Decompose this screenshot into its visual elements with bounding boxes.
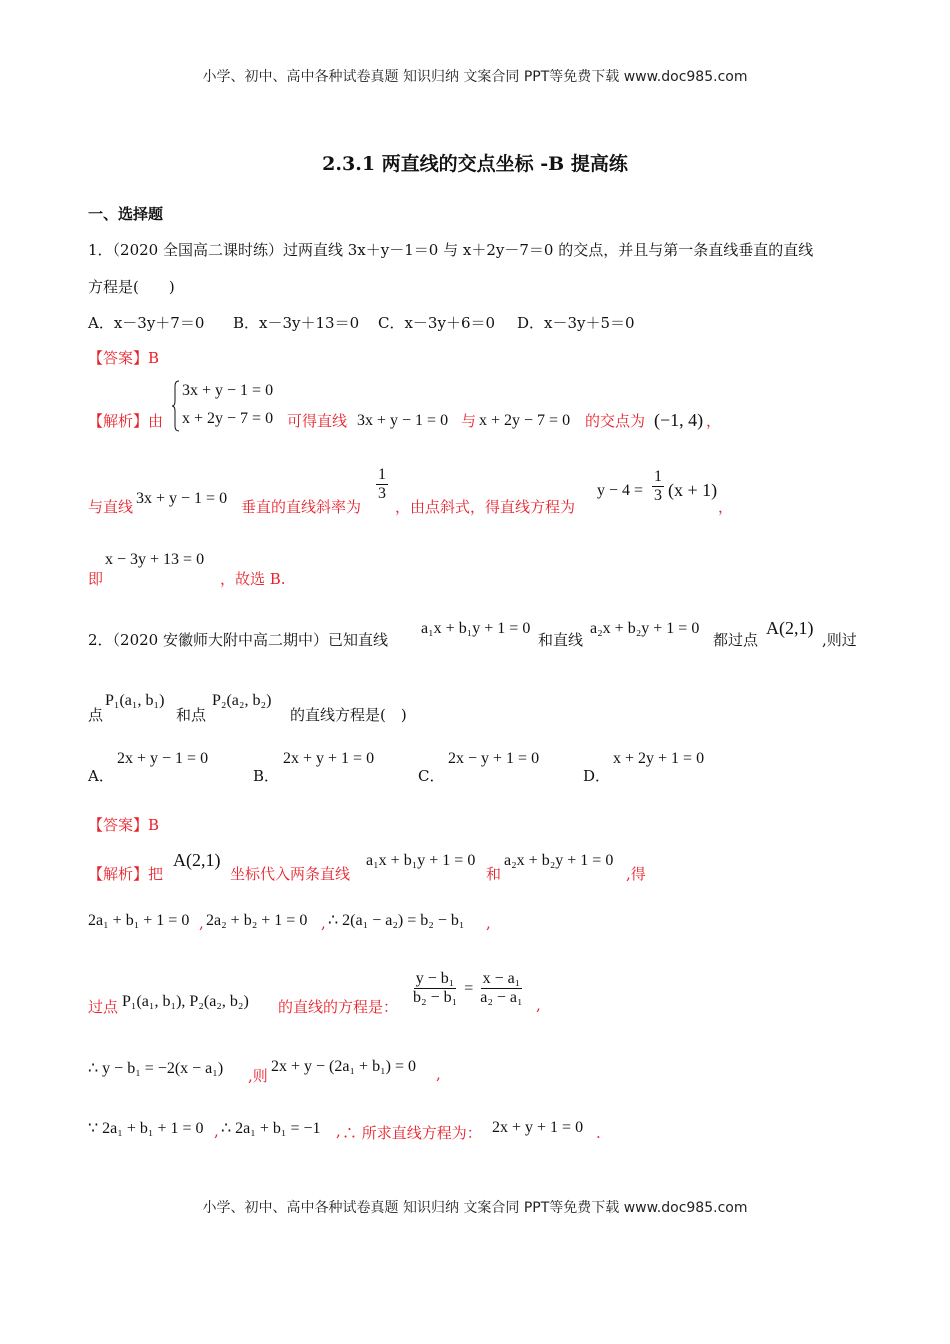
two-point-form: $\frac{\text{y − b₁}}{\text{b₂ − b₁}}$ = $\frac{\text{x − a₁}}{\text{a₂ − a₁}}$: [413, 970, 523, 1006]
q2-analysis-label: 【解析】把: [88, 865, 164, 883]
q1-line2: x + 2y − 7 = 0: [479, 412, 571, 429]
q2-comma-d: ,: [536, 996, 541, 1014]
tpf-right-denominator: a₂ − a₁: [480, 989, 523, 1006]
q1-text-youdian: ，由点斜式，得直线方程为: [395, 498, 576, 516]
ps-denominator: 3: [654, 487, 662, 504]
q2-text-and: 和直线: [538, 631, 584, 649]
q2-option-d: x + 2y + 1 = 0: [613, 750, 705, 767]
page-footer: 小学、初中、高中各种试卷真题 知识归纳 文案合同 PPT等免费下载 www.doc985.com: [202, 1200, 748, 1216]
q2-comma-e: ,: [436, 1065, 441, 1083]
q2-comma-f: ,: [214, 1122, 219, 1140]
q2-option-a: 2x + y − 1 = 0: [117, 750, 209, 767]
q1-line1b: 3x + y − 1 = 0: [136, 490, 228, 507]
q2-text-guodian: 过点: [88, 998, 119, 1016]
slope-fraction: [376, 466, 388, 503]
q1-text-guxuan: ，故选 B.: [220, 570, 286, 588]
q2-answer: 【答案】B: [88, 816, 160, 834]
q1-answer: 【答案】B: [88, 349, 160, 367]
tpf-left-numerator: y − b₁: [415, 970, 455, 987]
q1-line1: 3x + y − 1 = 0: [357, 412, 449, 429]
q1-stem-line1: 1．（2020 全国高二课时练）过两直线 3x＋y－1＝0 与 x＋2y－7＝0 的交点，并且与第一条直线垂直的直线: [88, 241, 814, 259]
q2-final-answer: 2x + y + 1 = 0: [492, 1119, 584, 1136]
q1-option-b: B．x－3y＋13＝0: [233, 314, 360, 332]
point-slope-fraction: [652, 468, 664, 505]
q1-result: x − 3y + 13 = 0: [105, 551, 205, 568]
point-slope-rhs: (x + 1): [668, 480, 718, 500]
q2-text-he: 和: [486, 865, 502, 883]
q2-text-douguo: 都过点: [713, 631, 759, 649]
q2-comma-b: ,: [321, 914, 326, 932]
q2-points-P1P2: P₁(a₁, b₁), P₂(a₂, b₂): [122, 993, 249, 1010]
slope-numerator: 1: [378, 466, 386, 483]
q2-text-hedian: 和点: [176, 706, 207, 724]
tpf-right-numerator: x − a₁: [482, 970, 521, 987]
q1-comma: ，: [706, 412, 722, 430]
q1-option-c: C．x－3y＋6＝0: [378, 314, 496, 332]
q2-period: .: [596, 1124, 601, 1142]
q2-point-P1: P₁(a₁, b₁): [105, 692, 165, 709]
system-eq2: x + 2y − 7 = 0: [182, 410, 274, 427]
q1-intersection-point: (−1, 4): [654, 410, 704, 430]
q1-text-jiaodian: 的交点为: [585, 412, 646, 430]
q2-comma-c: ,: [486, 914, 491, 932]
q1-option-d: D．x－3y＋5＝0: [517, 314, 635, 332]
point-slope-lhs: y − 4 =: [597, 482, 644, 499]
q1-analysis-label: 【解析】由: [88, 412, 164, 430]
slope-denominator: 3: [378, 485, 386, 502]
q1-text-kede: 可得直线: [287, 412, 348, 430]
q2-text-suoqiu: ∴ 所求直线方程为：: [342, 1124, 482, 1142]
q2-comma-a: ,: [199, 914, 204, 932]
q2-line1: a₁x + b₁y + 1 = 0: [421, 620, 531, 637]
q1-option-a: A．x－3y＋7＝0: [88, 314, 205, 332]
q2-step5: 2x + y − (2a₁ + b₁) = 0: [271, 1058, 417, 1075]
q2-point-A2: A(2,1): [173, 850, 221, 870]
q2-text-de: ,得: [626, 865, 646, 883]
q2-line2: a₂x + b₂y + 1 = 0: [590, 620, 700, 637]
page-header: 小学、初中、高中各种试卷真题 知识归纳 文案合同 PPT等免费下载 www.doc985.com: [202, 69, 748, 85]
q1-stem-line2: 方程是( ): [88, 278, 175, 296]
tpf-left-denominator: b₂ − b₁: [413, 989, 458, 1006]
q2-point-A: A(2,1): [766, 618, 814, 638]
q2-option-b-label: B．: [253, 767, 280, 785]
q2-step6: ∵ 2a₁ + b₁ + 1 = 0: [88, 1120, 204, 1137]
q2-comma-g: ,: [336, 1122, 341, 1140]
q2-step2: 2a₂ + b₂ + 1 = 0: [206, 912, 308, 929]
q2-option-b: 2x + y + 1 = 0: [283, 750, 375, 767]
system-eq1: 3x + y − 1 = 0: [182, 382, 274, 399]
q2-option-c: 2x − y + 1 = 0: [448, 750, 540, 767]
q2-text-dezhixian: 的直线的方程是：: [278, 998, 399, 1016]
q2-step1: 2a₁ + b₁ + 1 = 0: [88, 912, 190, 929]
q2-text-fangcheng: 的直线方程是( ): [290, 706, 407, 724]
q2-option-c-label: C．: [418, 767, 445, 785]
q2-line1b: a₁x + b₁y + 1 = 0: [366, 852, 476, 869]
q2-step3: ∴ 2(a₁ − a₂) = b₂ − b₁: [328, 912, 465, 929]
q2-text-zuobiao: 坐标代入两条直线: [230, 865, 351, 883]
q2-step7: ∴ 2a₁ + b₁ = −1: [221, 1120, 321, 1137]
q2-stem-a: 2．（2020 安徽师大附中高二期中）已知直线: [88, 631, 388, 649]
q2-option-d-label: D．: [583, 767, 611, 785]
q1-comma2: ，: [718, 498, 734, 516]
ps-numerator: 1: [654, 468, 662, 485]
q1-text-chuizhi: 垂直的直线斜率为: [241, 498, 362, 516]
document-title: 2.3.1 两直线的交点坐标 -B 提高练: [322, 153, 628, 175]
q2-point-P2: P₂(a₂, b₂): [212, 692, 272, 709]
system-brace: [172, 380, 180, 432]
q2-text-ze: ,则: [248, 1067, 268, 1085]
section-heading: 一、选择题: [88, 205, 164, 223]
q1-text-ji: 即: [88, 570, 104, 588]
q2-line2b: a₂x + b₂y + 1 = 0: [504, 852, 614, 869]
q2-text-zeguo: ,则过: [822, 631, 857, 649]
q1-text-yu: 与: [461, 412, 477, 430]
q2-step4: ∴ y − b₁ = −2(x − a₁): [88, 1060, 224, 1077]
q2-text-dian: 点: [88, 706, 104, 724]
q1-text-yuzhixian: 与直线: [88, 498, 134, 516]
q2-option-a-label: A．: [88, 767, 114, 785]
